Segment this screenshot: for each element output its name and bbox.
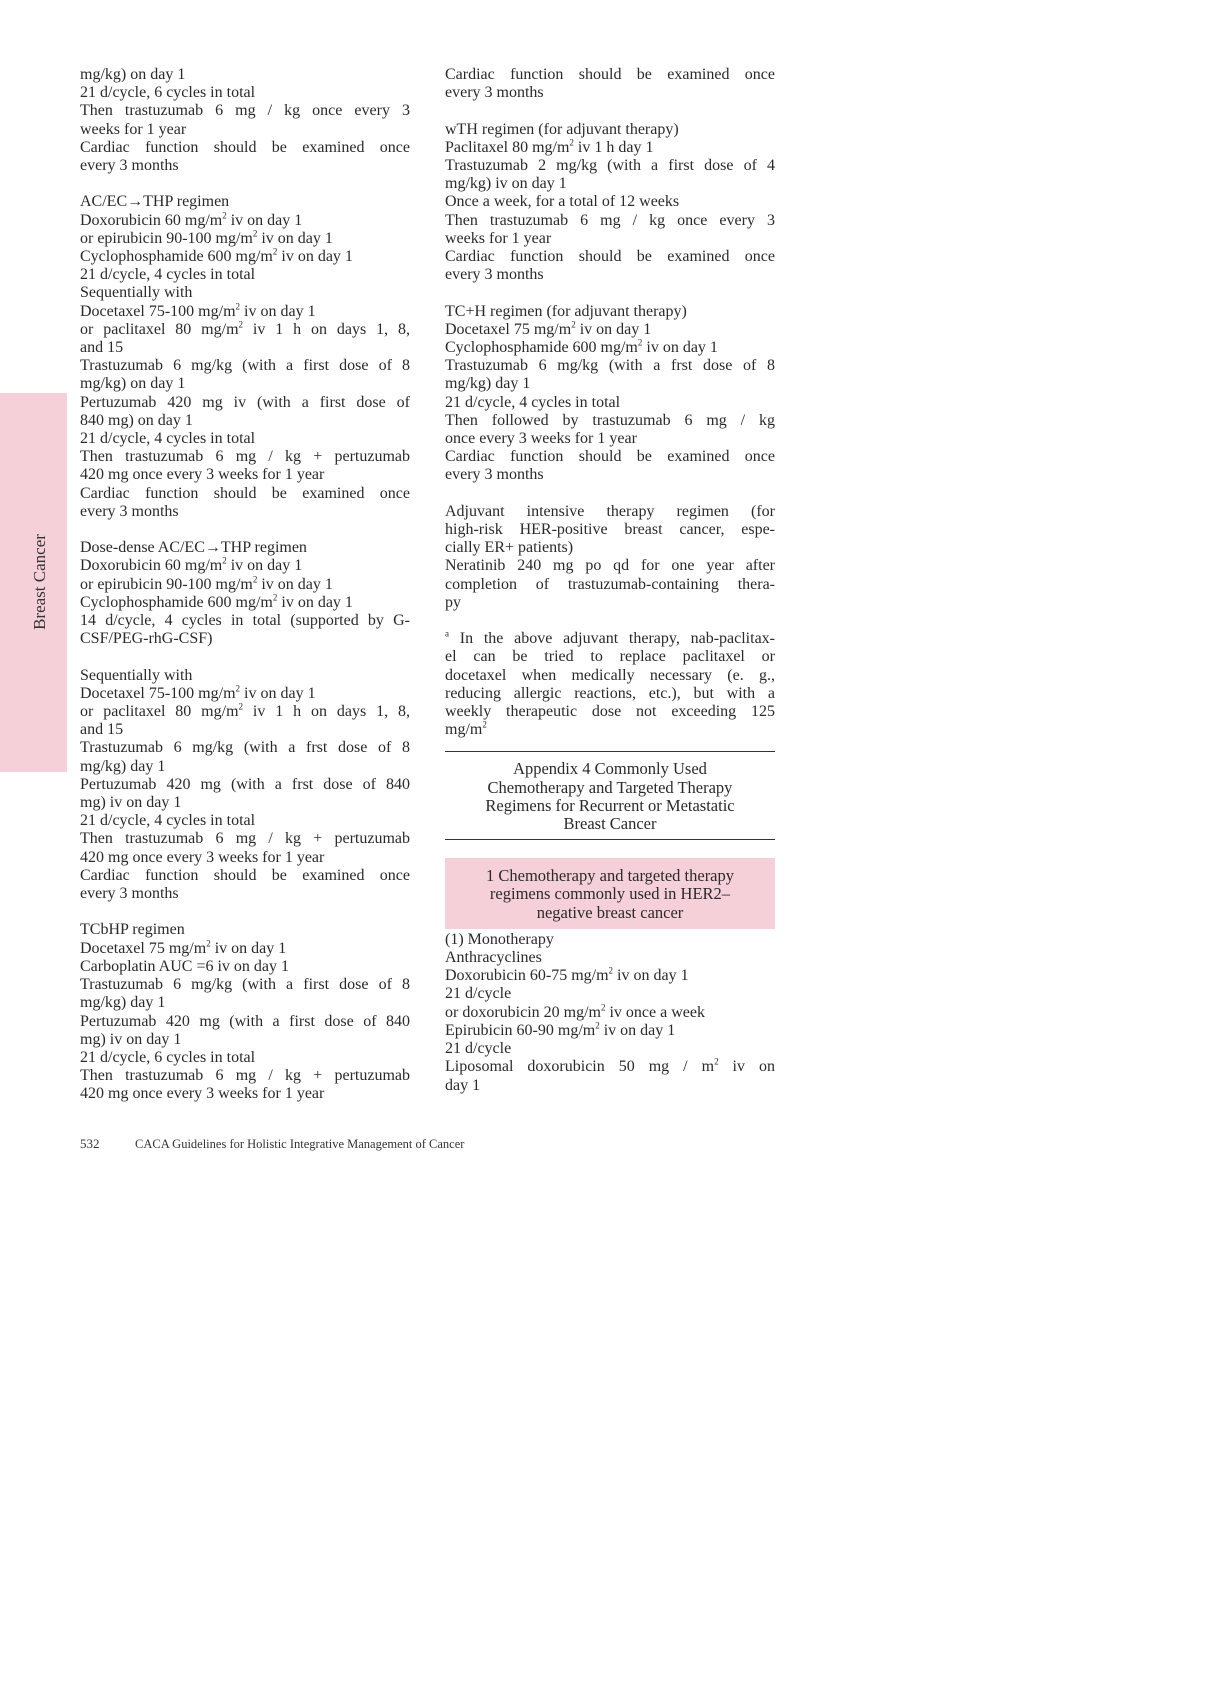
text-line xyxy=(445,412,775,430)
text-line xyxy=(80,412,410,430)
paragraph-gap xyxy=(445,284,775,302)
text-line xyxy=(80,1013,410,1031)
text-line xyxy=(80,139,410,157)
text-run: Cyclophosphamide 600 mg/m xyxy=(80,248,273,266)
text-line xyxy=(80,557,410,575)
text-run: TCbHP regimen xyxy=(80,921,185,939)
text-line xyxy=(80,739,410,757)
text-run: Doxorubicin 60 mg/m xyxy=(80,211,223,229)
right-column xyxy=(445,66,775,1095)
superscript: 2 xyxy=(637,337,643,348)
superscript: 2 xyxy=(235,301,241,312)
text-line xyxy=(80,66,410,84)
text-run: day 1 xyxy=(445,1076,481,1094)
text-line xyxy=(80,976,410,994)
text-run: mg/kg) day 1 xyxy=(80,994,166,1012)
text-run: every 3 months xyxy=(80,157,179,175)
text-run: every 3 months xyxy=(445,466,544,484)
text-run: every 3 months xyxy=(445,266,544,284)
text-run: Trastuzumab 6 mg/kg (with a first dose of 8 xyxy=(80,976,410,994)
text-line xyxy=(80,940,410,958)
text-line xyxy=(445,357,775,375)
text-line xyxy=(445,576,775,594)
text-run: Cyclophosphamide 600 mg/m xyxy=(80,593,273,611)
text-run: 840 mg) on day 1 xyxy=(80,411,193,429)
side-tab-label: Breast Cancer xyxy=(30,534,49,630)
text-run: or epirubicin 90-100 mg/m xyxy=(80,229,253,247)
text-line xyxy=(80,758,410,776)
text-line xyxy=(80,539,410,557)
text-run: Sequentially with xyxy=(80,666,193,684)
text-line xyxy=(445,521,775,539)
text-run: AC/EC→THP regimen xyxy=(80,193,230,211)
text-line xyxy=(445,157,775,175)
text-run: Docetaxel 75-100 mg/m xyxy=(80,684,236,702)
text-line xyxy=(445,84,775,102)
text-run: Trastuzumab 2 mg/kg (with a first dose of 4 xyxy=(445,157,775,174)
text-line xyxy=(445,703,775,721)
text-line xyxy=(445,139,775,157)
text-line xyxy=(445,266,775,284)
text-run: 420 mg once every 3 weeks for 1 year xyxy=(80,848,325,866)
text-line xyxy=(80,193,410,211)
superscript: 2 xyxy=(714,1056,719,1067)
text-line xyxy=(80,503,410,521)
text-run: once every 3 weeks for 1 year xyxy=(445,430,637,448)
paragraph-gap xyxy=(80,648,410,666)
text-run: cially ER+ patients) xyxy=(445,539,574,557)
text-run: mg/kg) on day 1 xyxy=(80,375,186,393)
text-run: 21 d/cycle, 6 cycles in total xyxy=(80,1048,256,1066)
superscript: 2 xyxy=(600,1002,606,1013)
text-line xyxy=(80,485,410,503)
text-run: iv on day 1 xyxy=(226,557,303,575)
left-column xyxy=(80,66,410,1104)
text-run: 14 d/cycle, 4 cycles in total (supported by G- xyxy=(80,612,410,630)
text-line xyxy=(80,794,410,812)
text-run: (1) Monotherapy xyxy=(445,930,554,948)
text-line xyxy=(80,121,410,139)
text-run: Doxorubicin 60-75 mg/m xyxy=(445,967,609,985)
footer-title: CACA Guidelines for Holistic Integrative Management of Cancer xyxy=(135,1137,465,1151)
text-run: completion of trastuzumab-containing thera- xyxy=(445,575,775,593)
text-run: Carboplatin AUC =6 iv on day 1 xyxy=(80,957,290,975)
section-heading-line: 1 Chemotherapy and targeted therapy xyxy=(485,866,735,886)
text-run: 21 d/cycle xyxy=(445,985,512,1003)
text-line xyxy=(445,193,775,211)
text-run: Cardiac function should be examined once xyxy=(80,866,410,884)
paragraph-gap xyxy=(445,485,775,503)
appendix-heading xyxy=(445,751,775,840)
superscript: 2 xyxy=(595,1020,600,1031)
text-line xyxy=(445,1040,775,1058)
text-run: and 15 xyxy=(80,721,124,739)
text-line xyxy=(80,466,410,484)
text-run: iv on day 1 xyxy=(240,684,316,702)
paragraph-gap xyxy=(80,175,410,193)
superscript: 2 xyxy=(238,701,244,712)
text-line xyxy=(445,230,775,248)
text-line xyxy=(445,931,775,949)
text-run: iv on day 1 xyxy=(226,211,303,229)
text-run: iv on day 1 xyxy=(240,302,316,320)
text-run: mg/m xyxy=(445,721,483,739)
text-line xyxy=(80,849,410,867)
text-run: every 3 months xyxy=(80,885,179,903)
text-run: In the above adjuvant therapy, nab-paclitax- xyxy=(449,630,775,648)
superscript: 2 xyxy=(222,210,227,221)
text-run: Trastuzumab 6 mg/kg (with a first dose of 8 xyxy=(80,357,410,375)
appendix-heading-line: Breast Cancer xyxy=(563,814,657,834)
text-line xyxy=(445,303,775,321)
text-run: weeks for 1 year xyxy=(445,229,552,247)
text-line xyxy=(445,1022,775,1040)
text-line xyxy=(445,594,775,612)
page-footer xyxy=(80,1136,464,1152)
text-line xyxy=(445,248,775,266)
text-run: Cardiac function should be examined once xyxy=(445,448,775,466)
text-line xyxy=(80,612,410,630)
text-run: Pertuzumab 420 mg (with a first dose of 840 xyxy=(80,1012,410,1030)
text-run: or paclitaxel 80 mg/m xyxy=(80,703,239,721)
text-line xyxy=(80,1085,410,1103)
text-run: Once a week, for a total of 12 weeks xyxy=(445,193,680,211)
text-line xyxy=(445,375,775,393)
text-line xyxy=(445,66,775,84)
text-line xyxy=(445,539,775,557)
superscript: 2 xyxy=(252,228,258,239)
text-run: Then trastuzumab 6 mg / kg once every 3 xyxy=(80,102,410,120)
text-line xyxy=(445,503,775,521)
superscript: 2 xyxy=(252,574,258,585)
text-line xyxy=(80,375,410,393)
text-run: iv on day 1 xyxy=(257,229,333,247)
text-run: Cardiac function should be examined once xyxy=(80,138,410,156)
text-line xyxy=(80,1067,410,1085)
paragraph-gap xyxy=(80,903,410,921)
text-run: reducing allergic reactions, etc.), but with a xyxy=(445,684,775,702)
section-heading-box xyxy=(445,858,775,929)
superscript: 2 xyxy=(206,938,211,949)
text-run: Cardiac function should be examined once xyxy=(80,484,410,502)
superscript: 2 xyxy=(272,592,278,603)
text-run: Then followed by trastuzumab 6 mg / kg xyxy=(445,411,775,429)
text-line xyxy=(80,394,410,412)
text-run: Adjuvant intensive therapy regimen (for xyxy=(445,502,775,520)
text-run: every 3 months xyxy=(445,84,544,102)
text-line xyxy=(80,1049,410,1067)
text-run: iv on day 1 xyxy=(257,575,333,593)
text-run: mg) iv on day 1 xyxy=(80,794,182,812)
text-run: Cyclophosphamide 600 mg/m xyxy=(445,339,638,357)
text-run: iv 1 h on days 1, 8, xyxy=(243,320,410,338)
text-line xyxy=(80,339,410,357)
text-line xyxy=(80,685,410,703)
appendix-heading-line: Chemotherapy and Targeted Therapy xyxy=(487,777,733,797)
text-run: iv on day 1 xyxy=(599,1021,676,1039)
text-line xyxy=(80,303,410,321)
text-line xyxy=(80,630,410,648)
text-run: Paclitaxel 80 mg/m xyxy=(445,138,570,156)
text-run: 21 d/cycle, 4 cycles in total xyxy=(445,393,621,411)
text-line xyxy=(445,685,775,703)
text-run: mg/kg) iv on day 1 xyxy=(445,175,567,193)
text-line xyxy=(445,321,775,339)
text-run: or paclitaxel 80 mg/m xyxy=(80,320,239,338)
text-run: high-risk HER-positive breast cancer, espe- xyxy=(445,521,775,539)
text-run: weeks for 1 year xyxy=(80,120,187,138)
text-line xyxy=(80,576,410,594)
text-line xyxy=(80,921,410,939)
text-line xyxy=(445,667,775,685)
text-line xyxy=(445,1077,775,1095)
text-run: iv on day 1 xyxy=(277,593,353,611)
text-line xyxy=(80,430,410,448)
text-line xyxy=(80,812,410,830)
superscript: 2 xyxy=(569,137,574,148)
page-number: 532 xyxy=(80,1136,100,1151)
text-line xyxy=(80,448,410,466)
text-run: Cardiac function should be examined once xyxy=(445,66,775,83)
section-heading-line: negative breast cancer xyxy=(536,902,684,922)
text-run: Pertuzumab 420 mg (with a frst dose of 840 xyxy=(80,775,410,793)
text-line xyxy=(445,1058,775,1076)
text-line xyxy=(445,175,775,193)
text-run: Docetaxel 75 mg/m xyxy=(80,939,207,957)
text-run: CSF/PEG-rhG-CSF) xyxy=(80,630,213,648)
text-run: Doxorubicin 60 mg/m xyxy=(80,557,223,575)
text-line xyxy=(445,339,775,357)
text-run: Trastuzumab 6 mg/kg (with a frst dose of 8 xyxy=(80,739,410,757)
text-line xyxy=(80,830,410,848)
text-line xyxy=(445,121,775,139)
superscript: 2 xyxy=(571,319,576,330)
text-line xyxy=(80,102,410,120)
text-run: mg/kg) day 1 xyxy=(80,757,166,775)
text-run: 420 mg once every 3 weeks for 1 year xyxy=(80,1085,325,1103)
text-run: 21 d/cycle, 6 cycles in total xyxy=(80,84,256,102)
text-line xyxy=(80,321,410,339)
text-line xyxy=(80,776,410,794)
text-line xyxy=(445,448,775,466)
text-line xyxy=(80,721,410,739)
text-run: Pertuzumab 420 mg iv (with a first dose of xyxy=(80,393,410,411)
superscript: 2 xyxy=(608,965,614,976)
text-line xyxy=(80,266,410,284)
text-run: 21 d/cycle, 4 cycles in total xyxy=(80,430,256,448)
text-line xyxy=(80,885,410,903)
text-run: Then trastuzumab 6 mg / kg + pertuzumab xyxy=(80,830,410,848)
text-run: 21 d/cycle, 4 cycles in total xyxy=(80,266,256,284)
text-line xyxy=(445,557,775,575)
text-line xyxy=(445,466,775,484)
superscript: 2 xyxy=(235,683,241,694)
text-run: TC+H regimen (for adjuvant therapy) xyxy=(445,302,687,320)
text-line xyxy=(80,667,410,685)
text-run: Trastuzumab 6 mg/kg (with a frst dose of 8 xyxy=(445,357,775,375)
text-run: 21 d/cycle, 4 cycles in total xyxy=(80,812,256,830)
text-run: iv on day 1 xyxy=(575,320,652,338)
text-run: mg) iv on day 1 xyxy=(80,1030,182,1048)
text-run: Cardiac function should be examined once xyxy=(445,248,775,266)
text-line xyxy=(80,1031,410,1049)
text-line xyxy=(445,967,775,985)
text-line xyxy=(445,648,775,666)
text-line xyxy=(445,630,775,648)
text-run: mg/kg) day 1 xyxy=(445,375,531,393)
text-line xyxy=(80,284,410,302)
text-run: iv 1 h on days 1, 8, xyxy=(243,703,410,721)
text-line xyxy=(80,594,410,612)
text-line xyxy=(445,394,775,412)
text-run: iv on day 1 xyxy=(613,967,689,985)
paragraph-gap xyxy=(80,521,410,539)
text-run: Then trastuzumab 6 mg / kg + pertuzumab xyxy=(80,448,410,466)
text-line xyxy=(80,357,410,375)
text-run: or epirubicin 90-100 mg/m xyxy=(80,575,253,593)
text-line xyxy=(445,985,775,1003)
text-run: Dose-dense AC/EC→THP regimen xyxy=(80,539,307,557)
text-run: Neratinib 240 mg po qd for one year after xyxy=(445,557,775,575)
text-run: Docetaxel 75-100 mg/m xyxy=(80,302,236,320)
text-run: Epirubicin 60-90 mg/m xyxy=(445,1021,596,1039)
text-line xyxy=(80,84,410,102)
text-run: every 3 months xyxy=(80,502,179,520)
text-line xyxy=(445,721,775,739)
text-run: Docetaxel 75 mg/m xyxy=(445,320,572,338)
text-run: Then trastuzumab 6 mg / kg + pertuzumab xyxy=(80,1067,410,1085)
superscript: 2 xyxy=(272,246,278,257)
text-run: Liposomal doxorubicin 50 mg / m xyxy=(445,1058,715,1076)
text-run: iv on day 1 xyxy=(642,339,718,357)
text-run: iv on day 1 xyxy=(210,939,287,957)
text-run: Then trastuzumab 6 mg / kg once every 3 xyxy=(445,211,775,229)
superscript: 2 xyxy=(238,319,244,330)
text-line xyxy=(80,958,410,976)
text-run: iv once a week xyxy=(605,1003,705,1021)
text-line xyxy=(80,230,410,248)
text-line xyxy=(80,867,410,885)
text-line xyxy=(80,994,410,1012)
text-run: 420 mg once every 3 weeks for 1 year xyxy=(80,466,325,484)
superscript: 2 xyxy=(222,556,227,567)
text-run: iv 1 h day 1 xyxy=(573,138,654,156)
superscript: 2 xyxy=(482,719,487,730)
appendix-heading-line: Appendix 4 Commonly Used xyxy=(513,759,707,779)
text-run: Sequentially with xyxy=(80,284,193,302)
text-line xyxy=(80,212,410,230)
text-run: py xyxy=(445,593,461,611)
text-run: mg/kg) on day 1 xyxy=(80,66,186,83)
text-run: el can be tried to replace paclitaxel or xyxy=(445,648,775,666)
text-line xyxy=(445,212,775,230)
section-heading-line: regimens commonly used in HER2– xyxy=(489,884,731,904)
text-run: weekly therapeutic dose not exceeding 125 xyxy=(445,703,775,721)
text-run: Anthracyclines xyxy=(445,949,542,967)
text-run: or doxorubicin 20 mg/m xyxy=(445,1003,601,1021)
text-run: 21 d/cycle xyxy=(445,1040,512,1058)
text-line xyxy=(80,157,410,175)
text-run: iv on xyxy=(718,1058,775,1076)
paragraph-gap xyxy=(445,102,775,120)
text-run: docetaxel when medically necessary (e. g., xyxy=(445,666,775,684)
text-line xyxy=(445,949,775,967)
paragraph-gap xyxy=(445,612,775,630)
text-run: and 15 xyxy=(80,339,124,357)
text-run: wTH regimen (for adjuvant therapy) xyxy=(445,120,679,138)
text-line xyxy=(445,430,775,448)
text-run: iv on day 1 xyxy=(277,248,353,266)
superscript: a xyxy=(445,628,449,639)
text-line xyxy=(80,703,410,721)
text-line xyxy=(445,1004,775,1022)
text-line xyxy=(80,248,410,266)
appendix-heading-line: Regimens for Recurrent or Metastatic xyxy=(485,795,735,815)
